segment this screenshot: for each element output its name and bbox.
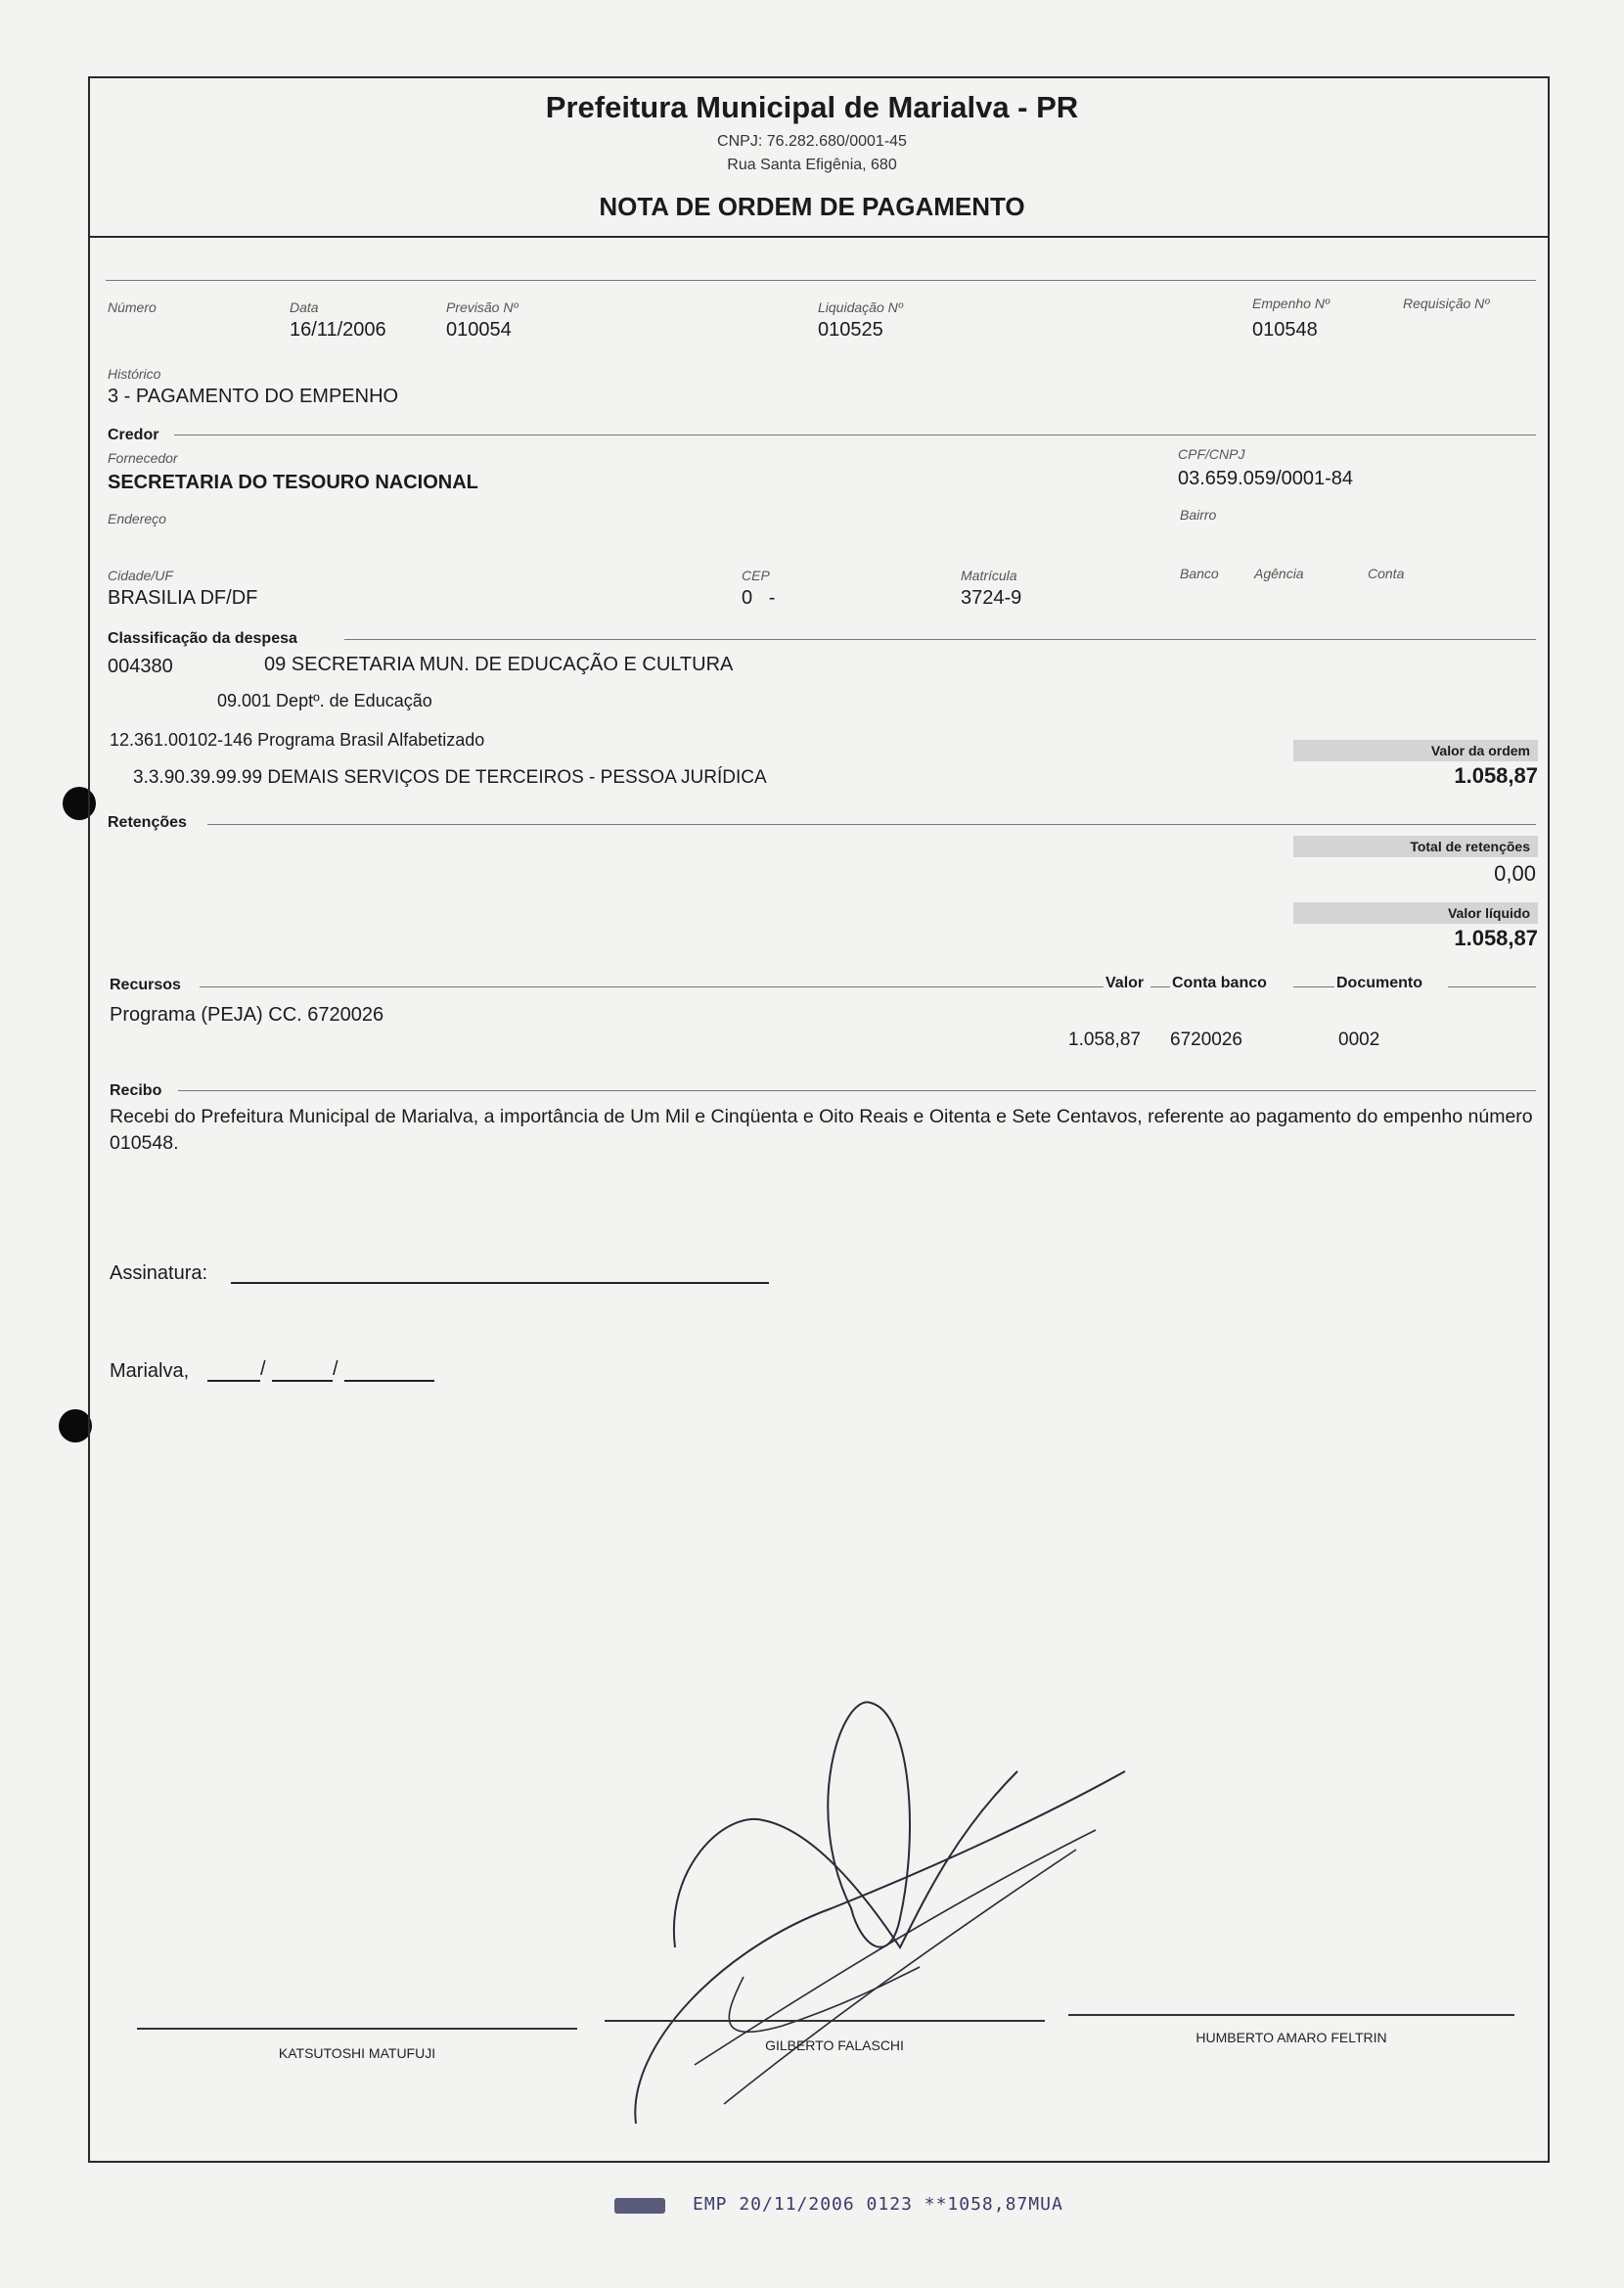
header-divider bbox=[88, 236, 1548, 238]
signatory-3: HUMBERTO AMARO FELTRIN bbox=[1195, 2030, 1387, 2045]
classificacao-line1: 09 SECRETARIA MUN. DE EDUCAÇÃO E CULTURA bbox=[264, 654, 734, 675]
address-line: Rua Santa Efigênia, 680 bbox=[727, 157, 897, 173]
credor-section: Credor bbox=[108, 427, 159, 443]
assinatura-label: Assinatura: bbox=[110, 1262, 208, 1284]
conta-label: Conta bbox=[1368, 566, 1405, 581]
matricula-value: 3724-9 bbox=[961, 587, 1022, 609]
historico-value: 3 - PAGAMENTO DO EMPENHO bbox=[108, 386, 399, 407]
recibo-section: Recibo bbox=[110, 1082, 162, 1099]
total-retencoes-label: Total de retenções bbox=[1293, 836, 1538, 857]
signature-line-3 bbox=[1068, 2014, 1514, 2016]
recursos-documento-col: Documento bbox=[1336, 975, 1422, 991]
valor-liquido-value: 1.058,87 bbox=[1454, 926, 1538, 950]
valor-ordem-label: Valor da ordem bbox=[1293, 740, 1538, 761]
valor-ordem-value: 1.058,87 bbox=[1454, 763, 1538, 788]
recursos-rule-c bbox=[1293, 986, 1334, 987]
cep-value: 0 - bbox=[742, 587, 776, 609]
signature-line-1 bbox=[137, 2028, 577, 2030]
recursos-rule-a bbox=[200, 986, 1104, 987]
matricula-label: Matrícula bbox=[961, 568, 1017, 583]
signatory-2: GILBERTO FALASCHI bbox=[765, 2037, 904, 2053]
date-line-month[interactable] bbox=[272, 1380, 333, 1382]
recursos-rule-d bbox=[1448, 986, 1536, 987]
stamp-logo-icon bbox=[614, 2198, 665, 2214]
recursos-conta-col: Conta banco bbox=[1172, 975, 1267, 991]
signatory-1: KATSUTOSHI MATUFUJI bbox=[278, 2045, 436, 2061]
previsao-value: 010054 bbox=[446, 319, 512, 341]
fields-top-rule bbox=[106, 280, 1536, 281]
recursos-rule-b bbox=[1150, 986, 1170, 987]
date-slash-2: / bbox=[333, 1358, 338, 1380]
recursos-valor-col: Valor bbox=[1105, 975, 1145, 991]
agencia-label: Agência bbox=[1254, 566, 1304, 581]
classificacao-rule bbox=[344, 639, 1536, 640]
liquidacao-value: 010525 bbox=[818, 319, 883, 341]
cpf-value: 03.659.059/0001-84 bbox=[1178, 468, 1354, 489]
assinatura-line[interactable] bbox=[231, 1282, 769, 1284]
signature-line-2 bbox=[605, 2020, 1045, 2022]
cidade-value: BRASILIA DF/DF bbox=[108, 587, 258, 609]
numero-label: Número bbox=[108, 299, 157, 315]
recursos-valor: 1.058,87 bbox=[1068, 1030, 1141, 1050]
fornecedor-label: Fornecedor bbox=[108, 450, 178, 466]
bairro-label: Bairro bbox=[1180, 507, 1217, 523]
classificacao-line2: 09.001 Deptº. de Educação bbox=[217, 691, 432, 710]
empenho-value: 010548 bbox=[1252, 319, 1318, 341]
local-label: Marialva, bbox=[110, 1360, 190, 1382]
retencoes-rule bbox=[207, 824, 1536, 825]
recursos-documento: 0002 bbox=[1338, 1030, 1380, 1050]
previsao-label: Previsão Nº bbox=[446, 299, 519, 315]
punch-hole-bottom bbox=[59, 1409, 92, 1442]
empenho-label: Empenho Nº bbox=[1252, 296, 1331, 311]
classificacao-line4: 3.3.90.39.99.99 DEMAIS SERVIÇOS DE TERCEIROS - PESSOA JURÍDICA bbox=[133, 767, 767, 788]
total-retencoes-value: 0,00 bbox=[1494, 861, 1536, 886]
date-line-day[interactable] bbox=[207, 1380, 260, 1382]
data-label: Data bbox=[290, 299, 319, 315]
page-title: Prefeitura Municipal de Marialva - PR bbox=[545, 90, 1079, 124]
footer-stamp: EMP 20/11/2006 0123 **1058,87MUA bbox=[693, 2194, 1063, 2215]
classificacao-section: Classificação da despesa bbox=[108, 630, 297, 647]
date-slash-1: / bbox=[260, 1358, 266, 1380]
cep-label: CEP bbox=[742, 568, 770, 583]
retencoes-section: Retenções bbox=[108, 814, 187, 831]
recursos-section: Recursos bbox=[110, 977, 181, 993]
fornecedor-value: SECRETARIA DO TESOURO NACIONAL bbox=[108, 472, 478, 493]
recibo-text: Recebi do Prefeitura Municipal de Marialva, a importância de Um Mil e Cinqüenta e Oito Reais e Oitenta e Sete Centavos, referente ao pagamento do empenho número 010548. bbox=[110, 1106, 1533, 1154]
document-title: NOTA DE ORDEM DE PAGAMENTO bbox=[599, 192, 1025, 221]
liquidacao-label: Liquidação Nº bbox=[818, 299, 903, 315]
data-value: 16/11/2006 bbox=[290, 319, 386, 341]
classificacao-line3: 12.361.00102-146 Programa Brasil Alfabetizado bbox=[110, 730, 485, 750]
requisicao-label: Requisição Nº bbox=[1403, 296, 1490, 311]
historico-label: Histórico bbox=[108, 366, 161, 382]
cnpj-line: CNPJ: 76.282.680/0001-45 bbox=[717, 133, 907, 150]
recibo-rule bbox=[178, 1090, 1536, 1091]
cpf-label: CPF/CNPJ bbox=[1178, 446, 1245, 462]
cidade-label: Cidade/UF bbox=[108, 568, 173, 583]
recursos-programa: Programa (PEJA) CC. 6720026 bbox=[110, 1004, 384, 1026]
date-line-year[interactable] bbox=[344, 1380, 434, 1382]
endereco-label: Endereço bbox=[108, 511, 166, 526]
valor-liquido-label: Valor líquido bbox=[1293, 902, 1538, 924]
classificacao-code: 004380 bbox=[108, 656, 173, 677]
banco-label: Banco bbox=[1180, 566, 1219, 581]
recursos-conta: 6720026 bbox=[1170, 1030, 1242, 1050]
